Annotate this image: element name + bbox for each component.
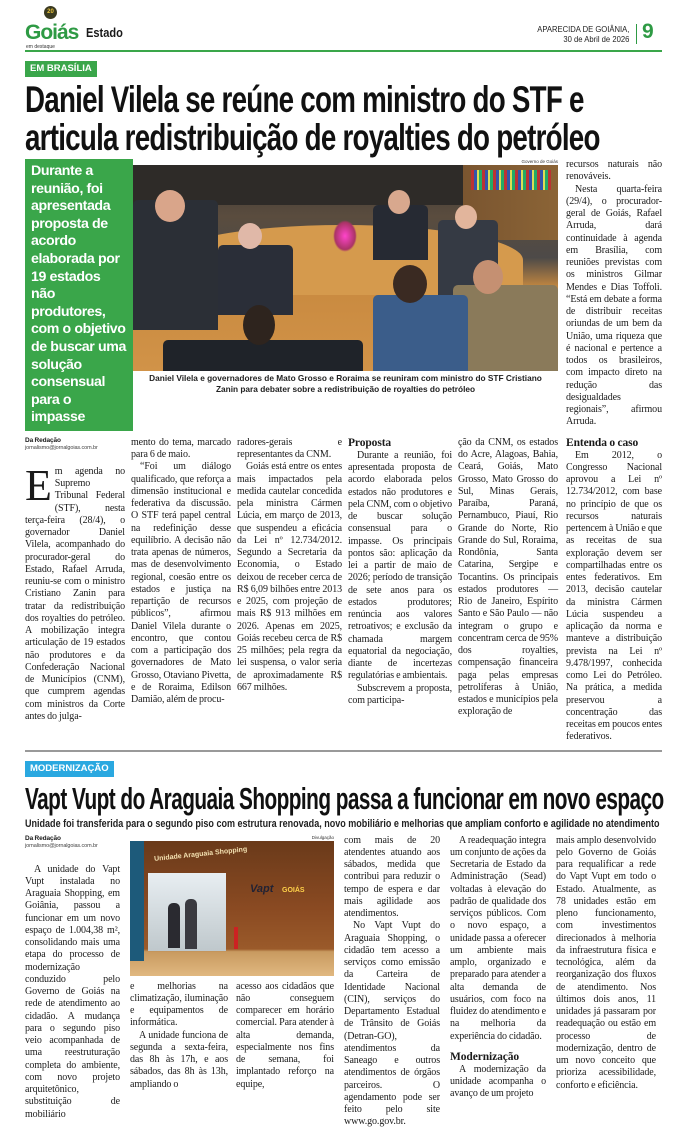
logo-tagline: em destaque	[26, 44, 55, 50]
article2-column-3	[236, 981, 334, 1091]
photo-block	[133, 159, 558, 398]
subhead-proposta: Proposta	[348, 436, 392, 449]
article1-column-4	[348, 437, 452, 707]
paragraph: recursos naturais não renováveis.	[566, 159, 662, 183]
city: APARECIDA DE GOIÂNIA,	[536, 24, 629, 34]
paragraph: “Foi um diálogo qualificado, que reforça a dimensão institucional e federativa da discussão. O STF terá papel central na redefinição desse equilíbrio. A decisão não trata apenas de números, mas de desenvolvimento regional, coesão entre os estados e justiça na repartição de recursos públicos”, afirmou Daniel Vilela durante o encontro, que contou com a participação dos governadores de Mato Grosso, Otaviano Pivetta, e de Roraima, Edilson Damião, além de procu-	[131, 461, 231, 706]
byline: Da Redação	[25, 834, 61, 842]
photo-sign: Unidade Araguaia Shopping	[153, 845, 248, 863]
article2-column-5	[450, 835, 546, 1101]
subhead-entenda-o-caso: Entenda o caso	[566, 436, 639, 449]
byline-email[interactable]: jornalismo@jornalgoias.com.br	[25, 842, 98, 849]
article1-lower-columns	[25, 437, 558, 723]
newspaper-logo: Goiás	[25, 21, 79, 44]
article1-top-row	[25, 159, 558, 431]
vapt-logo: Vapt	[250, 882, 274, 895]
article2-column-4	[344, 835, 440, 1129]
paragraph: A unidade do Vapt Vupt instalada no Araguaia Shopping, em Goiânia, passou a funcionar em um novo espaço de 1.004,38 m², consolidando mais uma etapa do processo de modernização conduzido pelo Governo de Goiás na rede de atendimento ao cidadão. A mudança para o segundo piso veio acompanhada de uma reestruturação completa do ambiente, com novo projeto arquitetônico, substituição de mobiliário	[25, 863, 120, 1120]
divider	[636, 24, 637, 44]
byline-email[interactable]: jornalismo@jornalgoias.com.br	[25, 444, 98, 451]
vapt-vupt-photo	[130, 841, 334, 976]
paragraph: Em 2012, o Congresso Nacional aprovou a Lei nº 12.734/2012, com base no princípio de que os recursos naturais pertencem à União e que as receitas de sua exploração devem ser compartilhadas entre os entes federativos. Em 2013, decisão cautelar da ministra Cármen Lúcia suspendeu a aplicação da norma e manteve a distribuição prevista na Lei nº 9.478/1997, conhecida como Lei do Petróleo. Na prática, a medida preservou a concentração das receitas em poucos entes federativos.	[566, 449, 662, 743]
article2-photo-columns	[130, 981, 334, 1091]
article2-middle-area	[130, 835, 334, 1091]
paragraph: radores-gerais e representantes da CNM.	[237, 436, 342, 461]
paragraph: ção da CNM, os estados do Acre, Alagoas, Bahia, Ceará, Goiás, Mato Grosso, Mato Grosso do Sul, Minas Gerais, Paraíba, Paraná, Pernambuco, Piauí, Rio Grande do Norte, Rio Grande do Sul, Roraima, Rondônia, Santa Catarina, Sergipe e Tocantins. Os principais estados produtores — Rio de Janeiro, Espírito Santo e São Paulo — não integram o grupo e concentram cerca de 95% dos royalties, compensação financeira paga pelas empresas petrolíferas à União, estados e municípios pela exploração de	[458, 436, 558, 718]
article-separator	[25, 750, 662, 752]
paragraph: No Vapt Vupt do Araguaia Shopping, o cidadão tem acesso a serviços como emissão da Carteira de Identidade Nacional (CIN), serviços do Departamento Estadual de Trânsito de Goiás (Detran-GO), atendimentos da Saneago e outros atendimentos de órgãos parceiros. O agendamento pode ser feito pelo site www.go.gov.br.	[344, 920, 440, 1128]
meeting-photo	[133, 165, 558, 371]
dateline	[537, 24, 629, 44]
article2-body	[25, 835, 662, 1129]
section-name: Estado	[86, 25, 123, 40]
paragraph: mais amplo desenvolvido pelo Governo de Goiás para requalificar a rede do Vapt Vupt em todo o Estado. Atualmente, as 78 unidades estão em pleno funcionamento, com investimentos direcionados à melhoria da infraestrutura física e tecnológica, além da reorganização dos fluxos de atendimento. Nos últimos dois anos, 11 unidades já passaram por readequação ou estão em processo de modernização, dentro de um novo conceito que prioriza acessibilidade, conforto e eficiência.	[556, 834, 656, 1091]
paragraph: Subscrevem a proposta, com participa-	[348, 682, 452, 706]
paragraph: acesso aos cidadãos que não conseguem comparecer em horário comercial. Para atender à alta demanda, especialmente nos fins de semana, foi implantado reforço na equipe,	[236, 980, 334, 1090]
page-number: 9	[642, 20, 654, 43]
paragraph: E m agenda no Supremo Tribunal Federal (STF), nesta terça-feira (28/4), o governador Daniel Vilela, acompanhado do procurador-geral do Estado, Rafael Arruda, reuniu-se com o ministro Cristiano Zanin para tratar da redistribuição dos royalties do petróleo. A mobilização integra articulação de 19 estados não produtores e da Confederação Nacional de Municípios (CNM), que cumprem agendas com ministros da Corte antes do julga-	[25, 466, 125, 723]
header-rule	[25, 50, 662, 52]
headline: Vapt Vupt do Araguaia Shopping passa a funcionar em novo espaço	[25, 780, 664, 816]
paragraph: e melhorias na climatização, iluminação e equipamentos de informática.	[130, 980, 228, 1029]
goias-logo: GOIÁS	[282, 886, 305, 894]
article2-column-6	[556, 835, 656, 1092]
pull-quote-box: Durante a reunião, foi apresentada proposta de acordo elaborada por 19 estados não produtores, com o objetivo de buscar uma solução consensual para o impasse	[25, 159, 133, 431]
article1-column-2	[131, 437, 231, 707]
date: 30 de Abril de 2026	[563, 34, 629, 44]
paragraph: mento do tema, marcado para 6 de maio.	[131, 436, 231, 461]
paragraph: Goiás está entre os entes mais impactados pela medida cautelar concedida pela ministra Cármen Lúcia, em março de 2013, que suspendeu a eficácia da Lei nº 12.734/2012. Segundo a Secretaria da Economia, o Estado deixou de receber cerca de R$ 6,09 bilhões entre 2013 e 2025, com projeção de mais R$ 913 milhões em 2026. Apenas em 2025, Goiás recebeu cerca de R$ 25 milhões; pela regra da lei suspensa, o valor seria de aproximadamente R$ 667 milhões.	[237, 461, 342, 693]
headline-line-2: articula redistribuição de royalties do petróleo	[25, 117, 600, 158]
paragraph: Durante a reunião, foi apresentada proposta de acordo elaborada pelos estados não produtores e pela CNM, com o objetivo de buscar solução consensual para o impasse. Os principais pontos são: aplicação da lei a partir de maio de 2026; período de transição de sete anos para os estados produtores; renúncia aos valores retroativos; e exclusão da chamada margem equatorial da negociação, diante de incertezas regulatórias e ambientais.	[348, 449, 452, 682]
paragraph: A readequação integra um conjunto de ações da Secretaria de Estado da Administração (Sead) voltadas à elevação do padrão de qualidade dos serviços públicos. Com o novo espaço, a unidade passa a oferecer um ambiente mais amplo, organizado e preparado para atender a alta demanda de usuários, com foco na fluidez do atendimento e na melhoria da experiência do cidadão.	[450, 834, 546, 1042]
section-tag: MODERNIZAÇÃO	[25, 761, 114, 777]
article1-column-6	[566, 159, 662, 744]
photo-credit: Governo de Goiás	[521, 159, 558, 164]
article1-left-area	[25, 159, 558, 723]
section-tag: EM BRASÍLIA	[25, 61, 97, 77]
subtitle: Unidade foi transferida para o segundo piso com estrutura renovada, novo mobiliário e melhorias que ampliam conforto e agilidade no atendimento	[25, 817, 660, 830]
headline-line-1: Daniel Vilela se reúne com ministro do STF e	[25, 79, 584, 120]
subhead-modernizacao: Modernização	[450, 1050, 520, 1063]
photo-caption: Daniel Vilela e governadores de Mato Grosso e Roraima se reuniram com ministro do STF Cristiano Zanin para debater sobre a redistribuição de royalties do petróleo	[149, 373, 542, 394]
article1-column-5	[458, 437, 558, 719]
anniversary-badge: 20	[44, 6, 57, 19]
paragraph: com mais de 20 atendentes atuando aos sábados, medida que contribui para reduzir o tempo de espera e dar mais agilidade aos atendimentos.	[344, 834, 440, 919]
article2-column-2	[130, 981, 228, 1091]
paragraph: A modernização da unidade acompanha o avanço de um projeto	[450, 1063, 546, 1100]
paragraph: A unidade funciona de segunda a sexta-feira, das 8h às 17h, e aos sábados, das 8h às 13h, ampliando o	[130, 1029, 228, 1090]
article1-body	[25, 159, 662, 744]
article2-column-1	[25, 835, 120, 1121]
article1-column-3	[237, 437, 342, 694]
byline: Da Redação	[25, 436, 61, 444]
photo-credit: Divulgação	[311, 834, 334, 840]
paragraph: Nesta quarta-feira (29/4), o procurador-geral de Goiás, Rafael Arruda, dará continuidade à agenda em Brasília, com reuniões previstas com os ministros Gilmar Mendes e Dias Toffoli. “Está em debate a forma de distribuir receitas oriundas de um bem da União, uma riqueza que é nacional e pertence a todos os brasileiros, com impacto direto na redução das desigualdades regionais”, afirmou Arruda.	[566, 183, 662, 428]
article1-column-1	[25, 437, 125, 723]
page-content	[25, 58, 662, 1139]
